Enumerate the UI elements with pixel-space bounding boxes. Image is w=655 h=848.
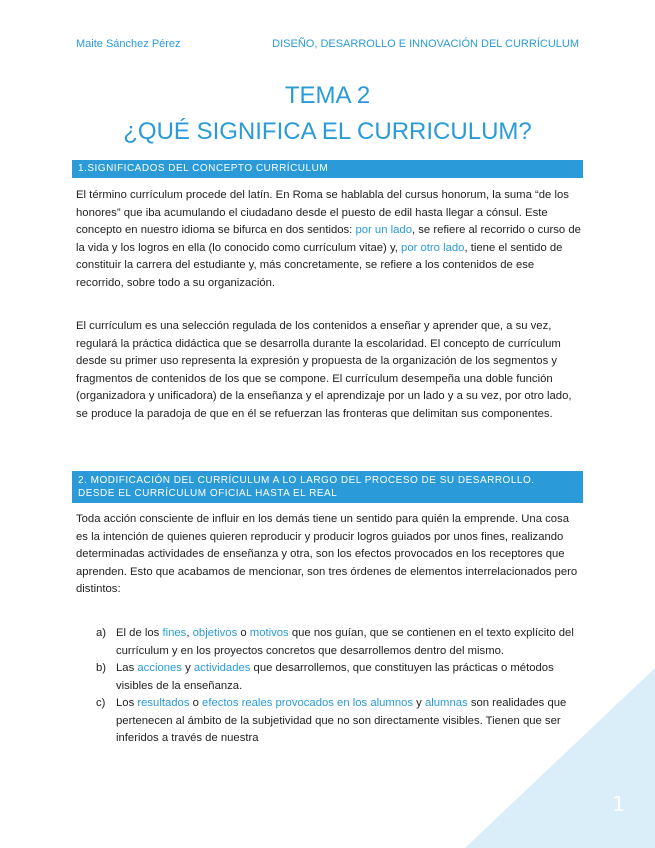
text-run: que nos guían, que se contienen en el texto explícito del currículum y en los proyectos concretos que desarrollemos dentro del mismo. (116, 627, 574, 657)
text-run: , se refiere al recorrido o curso de la vida y los logros en ella (lo conocido como currículum vitae) y, (76, 224, 581, 254)
corner-triangle (465, 668, 655, 848)
text-run: El término currículum procede del latín. En Roma se hablabla del cursus honorum, la suma “de los honores” que iba acumulando el ciudadano desde el puesto de edil hasta llegar a cónsul. Este concepto en nuestro idioma se bifurca en dos sentidos: (76, 189, 569, 236)
paragraph-2: El currículum es una selección regulada de los contenidos a enseñar y aprender que, a su vez, regulará la práctica didáctica que se desarrolla durante la escolaridad. El concepto de currículum desde su primer uso representa la expresión y propuesta de la organización de los segmentos y fragmentos de contenidos de los que se compone. El currículum desempeña una doble función (organizadora y unificadora) de la enseñanza y el aprendizaje por un lado y a su vez, por otro lado, se produce la paradoja de que en él se refuerzan las fronteras que delimitan sus componentes. (76, 320, 572, 420)
text-run: que desarrollemos, que constituyen las prácticas o métodos visibles de la enseñanza. (116, 662, 554, 692)
highlight-text: fines (162, 627, 187, 639)
corner-decoration (465, 668, 655, 848)
highlight-text: efectos reales provocados en los alumnos (202, 697, 414, 709)
text-run: y (413, 697, 425, 709)
page-header (76, 38, 579, 54)
text-run: y (181, 662, 194, 674)
list-item (96, 625, 583, 660)
highlight-text: por un lado (355, 224, 412, 236)
text-run: Los (116, 697, 138, 709)
list-marker: a) (96, 627, 107, 639)
text-run: El de los (116, 627, 163, 639)
page-number: 1 (612, 792, 625, 816)
text-run: , (186, 627, 193, 639)
highlight-text: acciones (137, 662, 182, 674)
topic-number: TEMA 2 (284, 82, 371, 109)
list-marker: c) (96, 697, 106, 709)
section-heading-2-line2: DESDE EL CURRÍCULUM OFICIAL HASTA EL REAL (78, 488, 338, 499)
section-heading-2-line1: 2. MODIFICACIÓN DEL CURRÍCULUM A LO LARGO DEL PROCESO DE SU DESARROLLO. (78, 475, 535, 486)
highlight-text: alumnas (424, 697, 468, 709)
highlight-text: actividades (193, 662, 251, 674)
text-run: son realidades que pertenecen al ámbito de la subjetividad que no son directamente visibles. Tienen que ser inferidos a través de nuestra (116, 697, 567, 744)
text-run: o (237, 627, 250, 639)
text-run: o (189, 697, 203, 709)
text-run: Las (116, 662, 138, 674)
author-name: Maite Sánchez Pérez (76, 38, 181, 50)
list-marker: b) (96, 662, 107, 674)
paragraph-1 (76, 187, 583, 292)
highlight-text: motivos (249, 627, 289, 639)
paragraph-3: Toda acción consciente de influir en los demás tiene un sentido para quién la emprende. Una cosa es la intención de quienes quieren reproducir y producir logros guiados por unos fines, realizando determinadas actividades de enseñanza y otra, son los efectos provocados en los receptores que aprenden. Esto que acabamos de mencionar, son tres órdenes de elementos interrelacionados pero distintos: (76, 513, 578, 595)
text-run: , tiene el sentido de constituir la carrera del estudiante y, más concretamente, se refiere a los contenidos de ese recorrido, sobre todo a su organización. (76, 241, 563, 289)
course-title: DISEÑO, DESARROLLO E INNOVACIÓN DEL CURRÍCULUM (272, 38, 579, 50)
section-heading-2 (72, 471, 583, 503)
highlight-text: por otro lado (401, 241, 465, 254)
highlight-text: resultados (137, 697, 190, 709)
section-heading-1: 1.SIGNIFICADOS DEL CONCEPTO CURRÍCULUM (72, 160, 583, 178)
highlight-text: objetivos (192, 627, 238, 639)
topic-title: ¿QUÉ SIGNIFICA EL CURRICULUM? (123, 118, 532, 145)
